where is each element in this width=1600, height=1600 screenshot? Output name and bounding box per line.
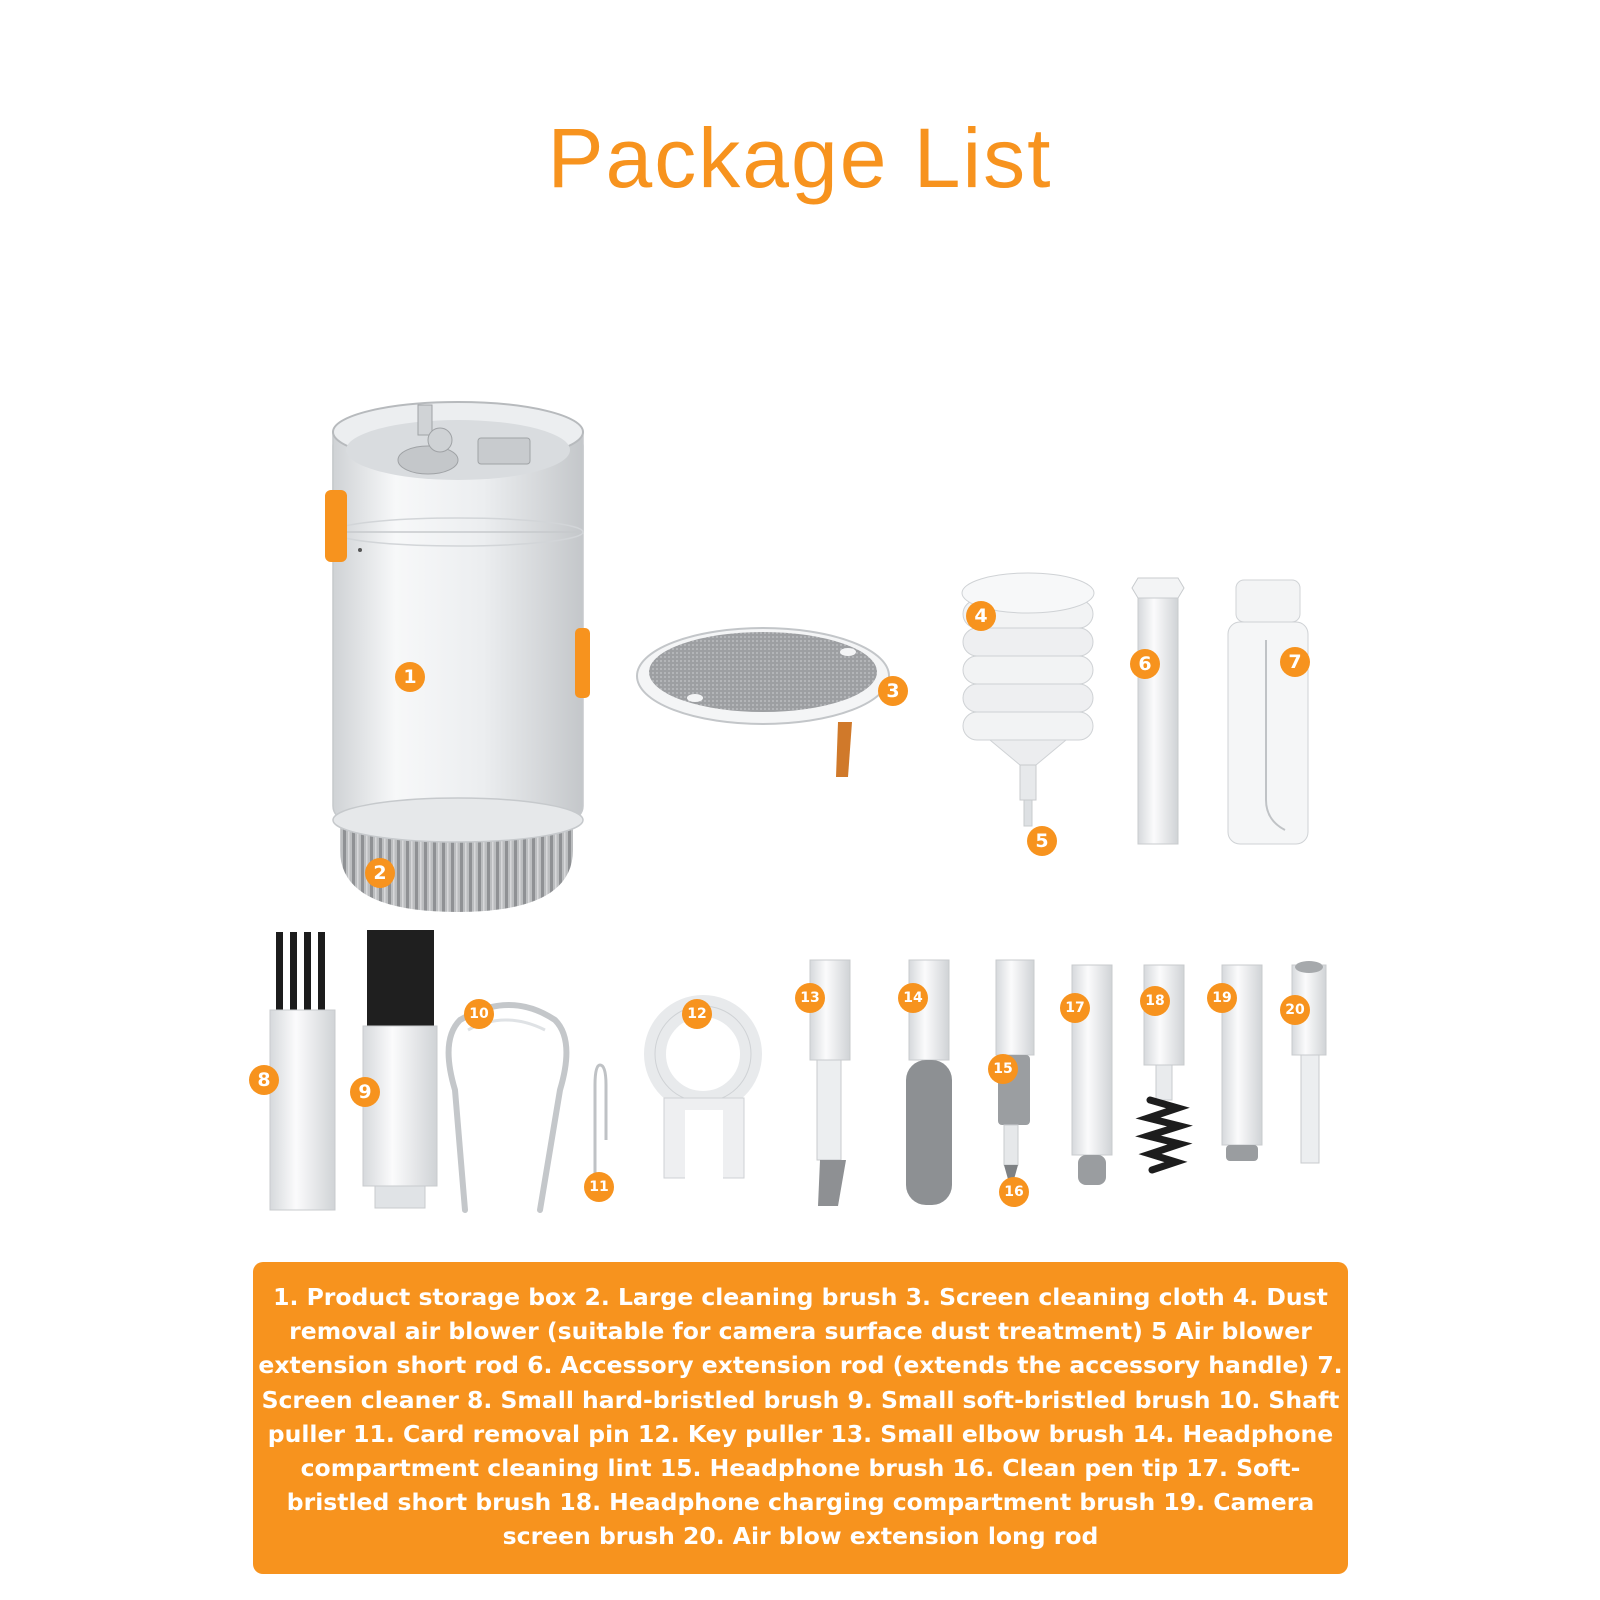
badge-number: 4 <box>974 605 988 627</box>
storage-box-icon <box>325 402 590 912</box>
key-puller-icon <box>655 1006 751 1185</box>
badge-number: 6 <box>1138 653 1152 675</box>
badge-3 <box>878 676 908 706</box>
headphone-brush-icon <box>996 960 1034 1125</box>
badge-number: 20 <box>1285 1002 1305 1018</box>
badge-7 <box>1280 647 1310 677</box>
extension-rod-icon <box>1132 578 1184 844</box>
shaft-puller-icon <box>449 1005 567 1210</box>
badge-13 <box>795 983 825 1013</box>
badge-number: 7 <box>1288 651 1302 673</box>
badge-20 <box>1280 995 1310 1025</box>
badge-1 <box>395 662 425 692</box>
badge-number: 10 <box>469 1006 489 1022</box>
badge-11 <box>584 1172 614 1202</box>
item-description-text: 1. Product storage box 2. Large cleaning brush 3. Screen cleaning cloth 4. Dust removal air blower (suitable for camera surface dust treatment) 5 Air blower extension short rod 6. Accessory extension rod (extends the accessory handle) 7. Screen cleaner 8. Small hard-bristled brush 9. Small soft-bristled brush 10. Shaft puller 11. Card removal pin 12. Key puller 13. Small elbow brush 14. Headphone compartment cleaning lint 15. Headphone brush 16. Clean pen tip 17. Soft-bristled short brush 18. Headphone charging compartment brush 19. Camera screen brush 20. Air blow extension long rod <box>258 1283 1343 1551</box>
badge-10 <box>464 999 494 1029</box>
short-rod-icon <box>1020 765 1036 826</box>
badge-number: 5 <box>1035 830 1049 852</box>
badge-14 <box>898 983 928 1013</box>
card-pin-icon <box>595 1065 606 1183</box>
badge-number: 12 <box>687 1006 707 1022</box>
long-rod-icon <box>1292 961 1326 1163</box>
badge-number: 9 <box>358 1081 372 1103</box>
badge-number: 11 <box>589 1179 609 1195</box>
badge-number: 19 <box>1212 990 1232 1006</box>
soft-brush-icon <box>363 930 437 1208</box>
badge-number: 14 <box>903 990 923 1006</box>
badge-number: 15 <box>993 1061 1013 1077</box>
badge-number: 8 <box>257 1069 271 1091</box>
badge-2 <box>365 858 395 888</box>
badge-19 <box>1207 983 1237 1013</box>
description-box <box>253 1262 1348 1574</box>
badge-15 <box>988 1054 1018 1084</box>
spray-bottle-icon <box>1228 580 1308 844</box>
badge-9 <box>350 1077 380 1107</box>
badge-number: 16 <box>1004 1184 1024 1200</box>
badge-8 <box>249 1065 279 1095</box>
badge-number: 1 <box>403 666 417 688</box>
page-title: Package List <box>547 111 1053 205</box>
badge-number: 17 <box>1065 1000 1085 1016</box>
badge-4 <box>966 601 996 631</box>
badge-12 <box>682 999 712 1029</box>
badge-number: 13 <box>800 990 820 1006</box>
badge-6 <box>1130 649 1160 679</box>
badge-16 <box>999 1177 1029 1207</box>
badge-number: 3 <box>886 680 900 702</box>
hard-brush-icon <box>270 932 335 1210</box>
badge-17 <box>1060 993 1090 1023</box>
badge-number: 18 <box>1145 993 1165 1009</box>
badge-5 <box>1027 826 1057 856</box>
cleaning-cloth-icon <box>637 628 889 777</box>
badge-18 <box>1140 986 1170 1016</box>
badge-number: 2 <box>373 862 387 884</box>
